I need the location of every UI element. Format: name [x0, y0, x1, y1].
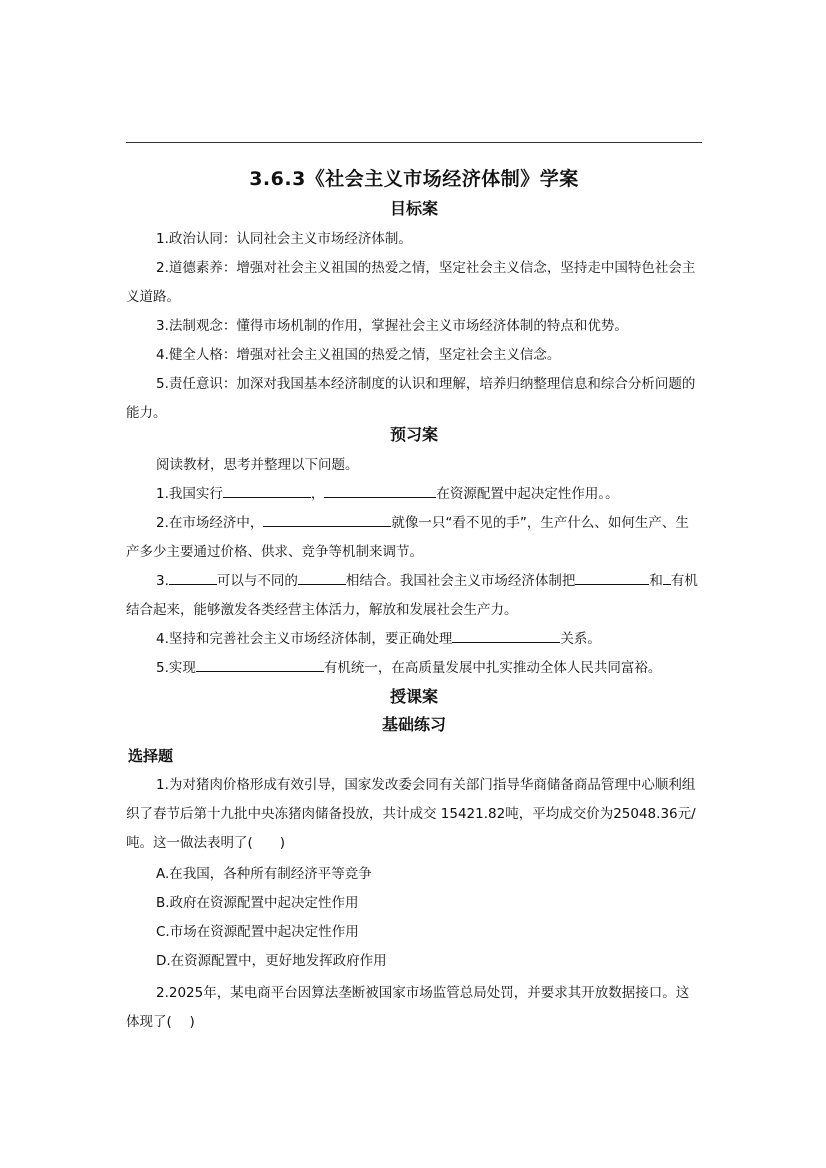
q2-text-b: 就像一只“看不见的手”，生产什么、如何生产、生产多少主要通过价格、供求、竞争等机制来调节。 [126, 515, 689, 560]
q3-text-e: 有机结合起来，能够激发各类经营主体活力，解放和发展社会生产力。 [126, 573, 698, 618]
target-item-4: 4.健全人格：增强对社会主义祖国的热爱之情，坚定社会主义信念。 [156, 347, 561, 363]
preview-question-2 [126, 509, 698, 567]
fill-blank[interactable] [575, 569, 649, 585]
preview-intro: 阅读教材，思考并整理以下问题。 [156, 457, 359, 473]
fill-blank[interactable] [452, 627, 560, 643]
fill-blank[interactable] [324, 482, 436, 498]
question-type-label: 选择题 [128, 747, 174, 765]
preview-question-4 [126, 625, 698, 654]
lecture-section-heading: 授课案 [389, 687, 438, 706]
q2-text-a: 2.在市场经济中， [156, 515, 264, 531]
preview-question-5 [126, 654, 698, 683]
fill-blank[interactable] [298, 569, 346, 585]
fill-blank[interactable] [223, 482, 311, 498]
mcq-1-option-a[interactable]: A.在我国，各种所有制经济平等竞争 [156, 866, 372, 882]
preview-question-1 [126, 480, 698, 509]
q3-text-b: 可以与不同的 [216, 573, 298, 589]
basic-practice-heading: 基础练习 [381, 715, 446, 734]
header-rule [126, 142, 702, 143]
mcq-1-option-b[interactable]: B.政府在资源配置中起决定性作用 [156, 895, 359, 911]
document-title: 3.6.3《社会主义市场经济体制》学案 [249, 168, 579, 190]
q1-text-c: 在资源配置中起决定性作用。。 [436, 486, 619, 502]
preview-question-3 [126, 567, 698, 625]
mcq-1-stem: 1.为对猪肉价格形成有效引导，国家发改委会同有关部门指导华商储备商品管理中心顺利组织了春节后第十九批中央冻猪肉储备投放，共计成交 15421.82吨，平均成交价为25048.36元/吨。这一做法表明了( ) [126, 777, 696, 851]
q4-text-b: 关系。 [560, 631, 601, 647]
target-item-1: 1.政治认同：认同社会主义市场经济体制。 [156, 231, 412, 247]
q3-text-c: 相结合。我国社会主义市场经济体制把 [345, 573, 576, 589]
q1-text-a: 1.我国实行 [156, 486, 223, 502]
fill-blank[interactable] [169, 569, 217, 585]
target-section-heading: 目标案 [389, 199, 438, 218]
q3-text-a: 3. [156, 573, 169, 589]
q1-text-b: ， [310, 486, 325, 502]
fill-blank[interactable] [663, 569, 671, 585]
target-item-2: 2.道德素养：增强对社会主义祖国的热爱之情，坚定社会主义信念，坚持走中国特色社会主义道路。 [126, 260, 696, 305]
fill-blank[interactable] [196, 656, 324, 672]
q5-text-b: 有机统一，在高质量发展中扎实推动全体人民共同富裕。 [323, 660, 662, 676]
preview-section-heading: 预习案 [389, 425, 438, 444]
target-item-5: 5.责任意识：加深对我国基本经济制度的认识和理解，培养归纳整理信息和综合分析问题的能力。 [126, 376, 696, 421]
q3-text-d: 和 [649, 573, 663, 589]
target-item-3: 3.法制观念：懂得市场机制的作用，掌握社会主义市场经济体制的特点和优势。 [156, 318, 628, 334]
fill-blank[interactable] [263, 511, 391, 527]
q4-text-a: 4.坚持和完善社会主义市场经济体制，要正确处理 [156, 631, 453, 647]
mcq-2-stem: 2.2025年，某电商平台因算法垄断被国家市场监管总局处罚，并要求其开放数据接口。这体现了( ) [126, 985, 690, 1030]
mcq-1-option-d[interactable]: D.在资源配置中，更好地发挥政府作用 [156, 953, 387, 969]
q5-text-a: 5.实现 [156, 660, 196, 676]
mcq-1-option-c[interactable]: C.市场在资源配置中起决定性作用 [156, 924, 359, 940]
